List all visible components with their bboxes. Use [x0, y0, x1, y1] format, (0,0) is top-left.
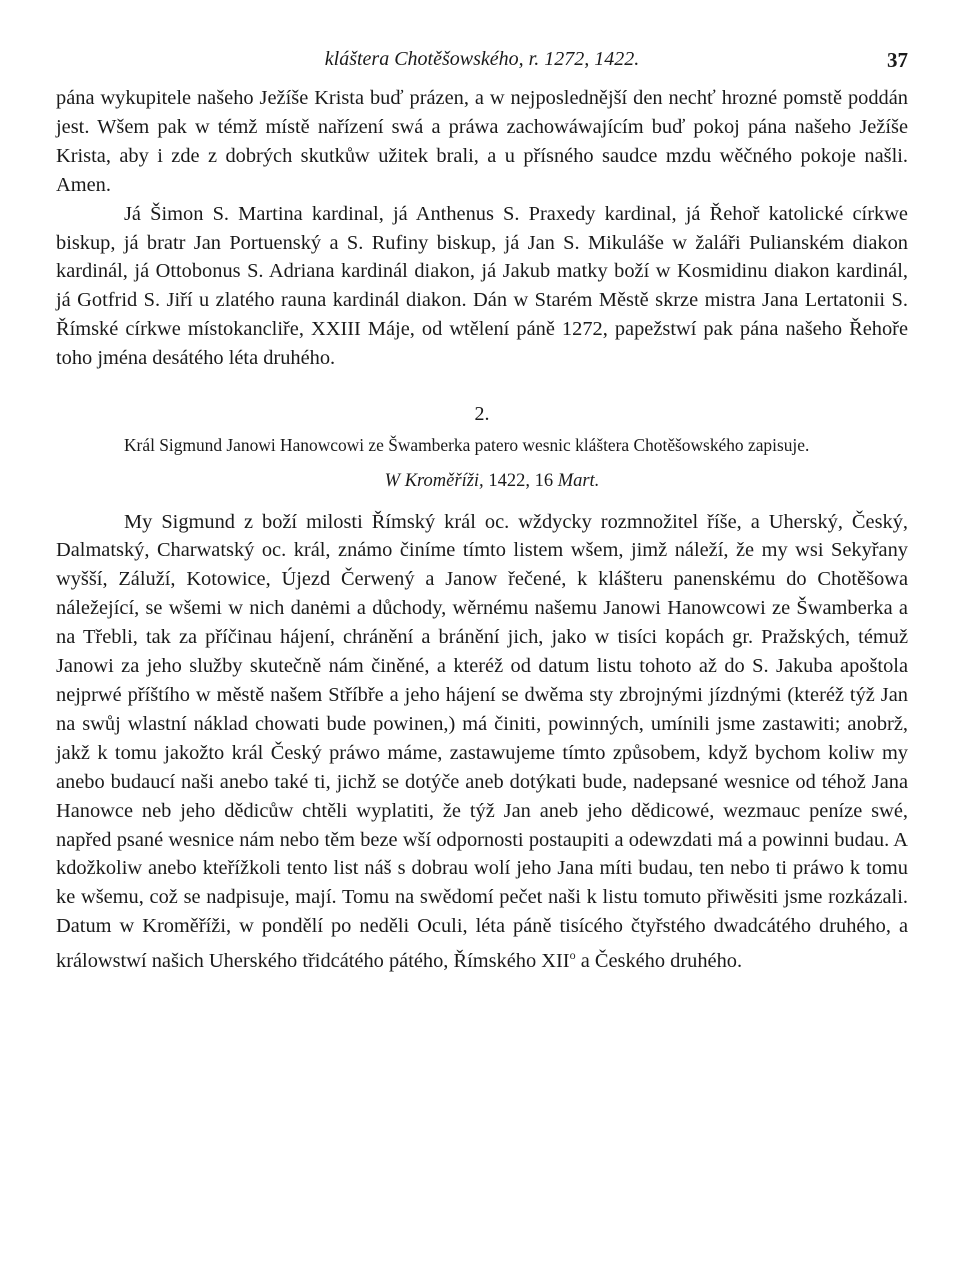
dateline-year: 1422,	[488, 470, 530, 491]
page	[56, 44, 908, 976]
document-number: 2.	[474, 403, 490, 426]
document-2-body	[56, 508, 908, 976]
document-regest: Král Sigmund Janowi Hanowcowi ze Šwamberka patero wesnic kláštera Chotěšowského zapisuje.	[124, 435, 810, 456]
page-number: 37	[887, 48, 908, 72]
document-2-body-ending: a Českého druhého.	[575, 949, 743, 972]
dateline-month: Mart.	[557, 470, 600, 491]
ordinal-superscript: o	[569, 948, 576, 963]
dateline-day: 16	[534, 470, 554, 491]
dateline-place: W Kroměříži,	[384, 470, 484, 491]
document-1-signatures: Já Šimon S. Martina kardinal, já Anthenus S. Praxedy kardinal, já Řehoř katolické církwe biskup, já bratr Jan Portuenský a S. Rufiny biskup, já Jan S. Mikuláše w žaláři Pulianském diakon kardinál, já Ottobonus S. Adriana kardinál diakon, já Jakub matky boží w Kosmidinu diakon kardinál, já Gotfrid S. Jiří u zlatého rauna kardinál diakon. Dán w Starém Městě skrze mistra Jana Lertatonii S. Římské církwe místokancliře, XXIII Máje, od wtělení páně 1272, papežstwí pak pána našeho Řehoře toho jména desátého léta druhého.	[56, 202, 908, 370]
running-head	[56, 44, 908, 84]
document-1-conclusion: pána wykupitele našeho Ježíše Krista buď prázen, a w nejposlednější den nechť hrozné pomstě poddán jest. Wšem pak w témž místě nařízení swá a práwa zachowáwajícím buď pokoj pána našeho Ježíše Krista, aby i zde z dobrých skutkůw užitek brali, a u přísného saudce mzdu wěčného pokoje našli. Amen.	[56, 87, 908, 196]
running-title: kláštera Chotěšowského, r. 1272, 1422.	[324, 48, 640, 70]
dateline	[56, 466, 908, 496]
document-2-body-text: My Sigmund z boží milosti Římský král oc. wždycky rozmnožitel říše, a Uherský, Český, Dalmatský, Charwatský oc. král, známo činíme tímto listem wšem, jimž náleží, že my wsi Sekyřany wyšší, Záluží, Kotowice, Újezd Čerwený a Janow řečené, k klášteru panenskému do Chotěšowa náležející, se wšemi w nich danėmi a důchody, wěrnému našemu Janowi Hanowcowi ze Šwamberka a na Třebli, tak za příčinau hájení, chránění a bránění jich, jako w tisíci kopách gr. Pražských, témuž Janowi za jeho služby skutečně nám činěné, a kteréž od datum listu tohoto až do S. Jakuba apoštola nejprwé příštího w městě našem Stříbře a jeho hájení se dwěma sty zbrojnými jízdnými (kteréž týž Jan na swůj wlastní náklad chowati bude powinen,) má činiti, powinných, umínili jsme zastawiti; anobrž, jakž k tomu jakožto král Český práwo máme, zastawujeme tímto způsobem, když bychom koliw my anebo budaucí naši anebo také ti, jichž se dotýče aneb dotýkati bude, nadepsané wesnice od téhož Jana Hanowce neb jeho dědicůw chtěli wyplatiti, že týž Jan aneb jeho dědicowé, wezmauc peníze swé, napřed psané wesnice nám nebo těm beze wší odpornosti postaupiti a odewzdati má a powinni budau. A kdožkoliw anebo kteřížkoli tento list náš s dobrau wolí jeho Jana míti budau, ten nebo ti práwo k tomu ke wšemu, což se nadpisuje, mají. Tomu na swědomí pečet naši k listu tomuto přiwěsiti jsme rozkázali. Datum w Kroměříži, w pondělí po neděli Oculi, léta páně tisícého čtyřstého dwadcátého druhého, a králowstwí našich Uherského třidcátého pátého, Římského XII	[56, 510, 908, 972]
